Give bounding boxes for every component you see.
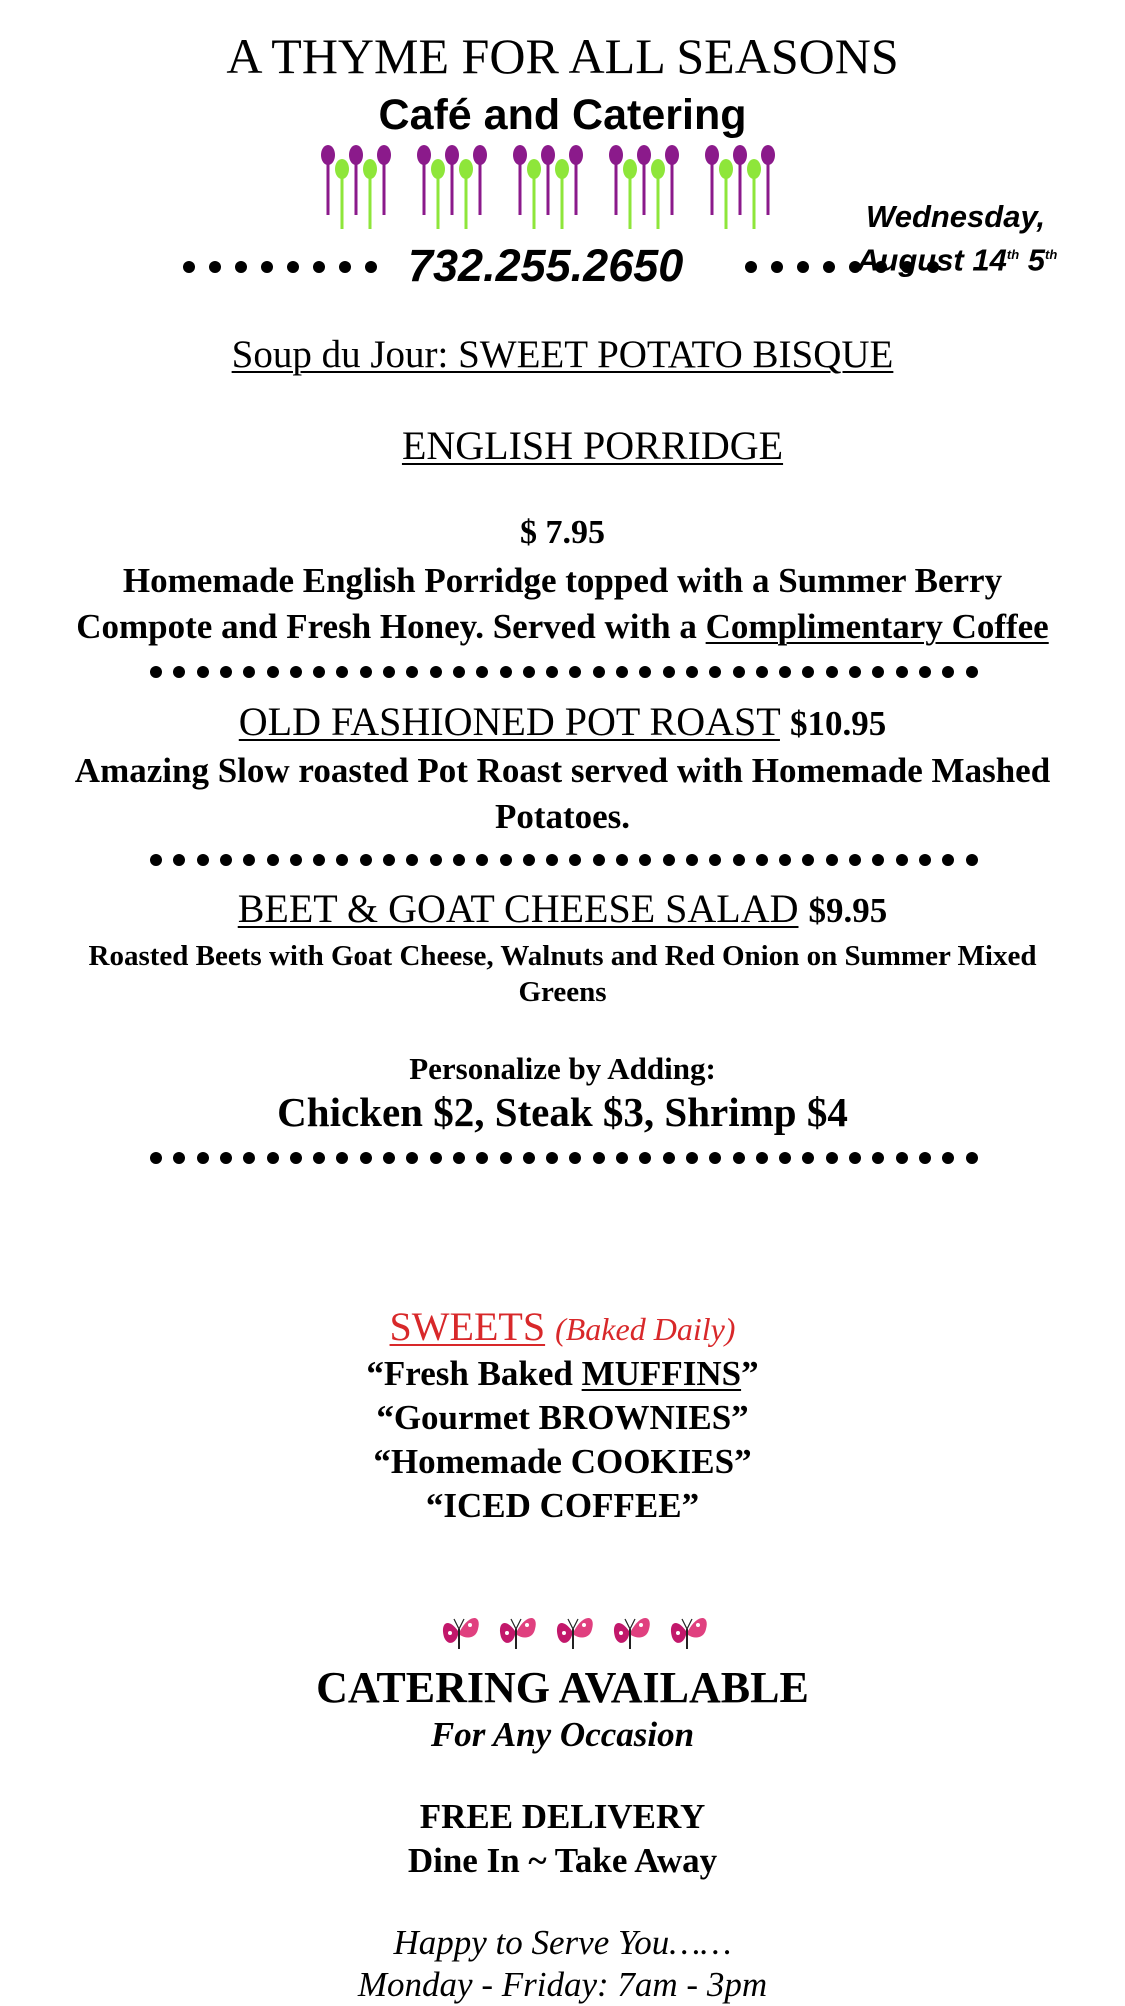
- divider-dot: [919, 854, 931, 866]
- spoon-icon: [363, 159, 377, 179]
- divider-dot: [339, 261, 351, 273]
- soup-du-jour: [0, 332, 1125, 378]
- sweets-item-text: “Fresh Baked: [366, 1354, 582, 1393]
- sweets-item-text: ”: [741, 1354, 759, 1393]
- catering-title: CATERING AVAILABLE: [316, 1663, 809, 1712]
- divider-dot: [336, 666, 348, 678]
- divider-dot: [802, 854, 814, 866]
- divider-dot: [360, 666, 372, 678]
- divider-dot: [966, 854, 978, 866]
- divider-dot: [235, 261, 247, 273]
- date-suffix: th: [1006, 247, 1020, 262]
- divider-dot: [686, 666, 698, 678]
- divider-dot: [430, 1152, 442, 1164]
- divider-dot: [360, 854, 372, 866]
- divider-dot: [267, 666, 279, 678]
- divider-dot: [500, 854, 512, 866]
- sweets-heading: [0, 1303, 1125, 1353]
- happy-to-serve: Happy to Serve You……: [393, 1923, 732, 1962]
- divider-dot: [896, 666, 908, 678]
- divider-dot: [453, 1152, 465, 1164]
- divider-dot: [243, 854, 255, 866]
- divider-dot: [173, 666, 185, 678]
- personalize-label: Personalize by Adding:: [409, 1051, 716, 1086]
- divider-dot: [896, 1152, 908, 1164]
- phone-left-dots: [183, 261, 383, 277]
- divider-dot: [709, 666, 721, 678]
- divider-dot: [336, 854, 348, 866]
- divider-dot: [663, 666, 675, 678]
- date-day-alt: 5: [1019, 242, 1045, 278]
- divider-dot: [287, 261, 299, 273]
- divider-dot: [383, 666, 395, 678]
- divider-dot: [872, 666, 884, 678]
- divider-dot: [267, 854, 279, 866]
- divider-dot: [686, 1152, 698, 1164]
- spoon-icon: [747, 159, 761, 179]
- divider-dots: [150, 1152, 980, 1168]
- divider-dot: [546, 854, 558, 866]
- divider-dot: [942, 1152, 954, 1164]
- spoon-icon: [431, 159, 445, 179]
- divider-dot: [313, 1152, 325, 1164]
- spoon-icon: [527, 159, 541, 179]
- spoon-handle: [643, 163, 646, 215]
- divider-dot: [686, 854, 698, 866]
- divider-dots: [150, 854, 980, 870]
- divider-dot: [150, 666, 162, 678]
- page-title: A THYME FOR ALL SEASONS: [226, 28, 899, 84]
- divider-dot: [197, 1152, 209, 1164]
- spoon-handle: [575, 163, 578, 215]
- item-desc-salad-1: Roasted Beets with Goat Cheese, Walnuts and Red Onion on Summer Mixed: [88, 940, 1037, 972]
- opening-hours: Monday - Friday: 7am - 3pm: [357, 1965, 768, 2004]
- divider-dot: [779, 666, 791, 678]
- divider-dot: [476, 666, 488, 678]
- item-name-text: ENGLISH PORRIDGE: [401, 423, 784, 468]
- item-desc-pot-roast-2: Potatoes.: [494, 797, 631, 836]
- divider-dot: [290, 1152, 302, 1164]
- divider-dot: [476, 854, 488, 866]
- catering-subtitle: For Any Occasion: [430, 1715, 695, 1754]
- spoon-icon: [665, 145, 679, 165]
- spoon-handle: [739, 163, 742, 215]
- date-weekday: Wednesday,: [866, 199, 1046, 234]
- divider-dot: [523, 854, 535, 866]
- divider-dots: [150, 666, 980, 682]
- sweets-item-3: “Homemade COOKIES”: [373, 1442, 752, 1481]
- divider-dot: [290, 666, 302, 678]
- divider-dot: [546, 666, 558, 678]
- divider-dot: [150, 1152, 162, 1164]
- spoon-handle: [383, 163, 386, 215]
- divider-dot: [849, 1152, 861, 1164]
- divider-dot: [802, 666, 814, 678]
- divider-dot: [313, 261, 325, 273]
- spoon-handle: [369, 177, 372, 229]
- divider-dot: [406, 854, 418, 866]
- personalize-options: Chicken $2, Steak $3, Shrimp $4: [277, 1089, 848, 1135]
- divider-dot: [745, 261, 757, 273]
- spoon-icon: [719, 159, 733, 179]
- divider-dot: [849, 666, 861, 678]
- spoon-icon: [335, 159, 349, 179]
- divider-dot: [569, 1152, 581, 1164]
- divider-dot: [220, 666, 232, 678]
- divider-dot: [569, 854, 581, 866]
- divider-dot: [523, 666, 535, 678]
- item-name-porridge: [0, 422, 1125, 470]
- item-desc-porridge-2: [0, 605, 1125, 649]
- divider-dot: [826, 854, 838, 866]
- divider-dot: [453, 854, 465, 866]
- spoon-icon: [637, 145, 651, 165]
- spoon-icon: [321, 145, 335, 165]
- spoon-handle: [533, 177, 536, 229]
- divider-dot: [523, 1152, 535, 1164]
- sweets-item-1: [0, 1352, 1125, 1396]
- divider-dot: [802, 1152, 814, 1164]
- divider-dot: [453, 666, 465, 678]
- spoon-handle: [519, 163, 522, 215]
- divider-dot: [639, 666, 651, 678]
- divider-dot: [797, 261, 809, 273]
- divider-dot: [220, 854, 232, 866]
- item-desc-text: Compote and Fresh Honey. Served with a: [76, 607, 706, 646]
- sweets-item-2: “Gourmet BROWNIES”: [376, 1398, 749, 1437]
- divider-dot: [966, 666, 978, 678]
- divider-dot: [872, 1152, 884, 1164]
- date-month-day: August 14: [857, 242, 1007, 278]
- divider-dot: [569, 666, 581, 678]
- spoon-handle: [327, 163, 330, 215]
- divider-dot: [220, 1152, 232, 1164]
- spoon-icon: [417, 145, 431, 165]
- divider-dot: [779, 1152, 791, 1164]
- divider-dot: [733, 1152, 745, 1164]
- spoon-icon: [733, 145, 747, 165]
- divider-dot: [430, 854, 442, 866]
- divider-dot: [197, 854, 209, 866]
- divider-dot: [779, 854, 791, 866]
- divider-dot: [966, 1152, 978, 1164]
- spoon-handle: [711, 163, 714, 215]
- divider-dot: [406, 666, 418, 678]
- item-heading-pot-roast: [0, 698, 1125, 748]
- spoon-icon: [761, 145, 775, 165]
- spoon-handle: [341, 177, 344, 229]
- spoon-icon: [513, 145, 527, 165]
- divider-dot: [733, 854, 745, 866]
- item-desc-porridge-1: Homemade English Porridge topped with a Summer Berry: [122, 561, 1003, 600]
- item-desc-salad-2: Greens: [518, 976, 607, 1008]
- divider-dot: [383, 1152, 395, 1164]
- item-heading-salad: [0, 885, 1125, 935]
- spoon-handle: [561, 177, 564, 229]
- divider-dot: [183, 261, 195, 273]
- divider-dot: [826, 1152, 838, 1164]
- spoon-handle: [671, 163, 674, 215]
- divider-dot: [826, 666, 838, 678]
- divider-dot: [243, 1152, 255, 1164]
- page-subtitle: Café and Catering: [378, 91, 747, 139]
- divider-dot: [593, 666, 605, 678]
- divider-dot: [872, 854, 884, 866]
- item-desc-pot-roast-1: Amazing Slow roasted Pot Roast served with Homemade Mashed: [74, 751, 1051, 790]
- muffins: MUFFINS: [581, 1354, 742, 1393]
- item-name-text: OLD FASHIONED POT ROAST: [238, 699, 780, 744]
- divider-dot: [663, 1152, 675, 1164]
- spoon-icon: [459, 159, 473, 179]
- free-delivery: FREE DELIVERY: [419, 1797, 706, 1836]
- spoon-handle: [629, 177, 632, 229]
- spoon-icon: [651, 159, 665, 179]
- divider-dot: [593, 854, 605, 866]
- divider-dot: [616, 666, 628, 678]
- spoon-handle: [767, 163, 770, 215]
- divider-dot: [942, 854, 954, 866]
- dine-take-away: Dine In ~ Take Away: [407, 1841, 718, 1880]
- divider-dot: [639, 1152, 651, 1164]
- butterfly-icon: [443, 1618, 479, 1649]
- butterfly-icon: [614, 1618, 650, 1649]
- spoon-handle: [465, 177, 468, 229]
- spoon-icon: [609, 145, 623, 165]
- spoon-handle: [437, 177, 440, 229]
- divider-dot: [209, 261, 221, 273]
- spoon-handle: [479, 163, 482, 215]
- item-name-text: BEET & GOAT CHEESE SALAD: [237, 886, 799, 931]
- divider-dot: [173, 854, 185, 866]
- butterfly-icon: [557, 1618, 593, 1649]
- spoon-handle: [355, 163, 358, 215]
- spoon-icon: [349, 145, 363, 165]
- divider-dot: [709, 1152, 721, 1164]
- divider-dot: [365, 261, 377, 273]
- spoon-icon: [555, 159, 569, 179]
- soup-label: Soup du Jour: SWEET POTATO BISQUE: [231, 333, 894, 376]
- spoon-icon: [623, 159, 637, 179]
- divider-dot: [290, 854, 302, 866]
- divider-dot: [616, 1152, 628, 1164]
- phone-number: 732.255.2650: [408, 240, 684, 291]
- spoon-icon: [377, 145, 391, 165]
- divider-dot: [919, 666, 931, 678]
- item-price-porridge: $ 7.95: [520, 514, 605, 551]
- divider-dot: [639, 854, 651, 866]
- spoon-icon: [473, 145, 487, 165]
- spoon-handle: [657, 177, 660, 229]
- spoon-handle: [615, 163, 618, 215]
- divider-dot: [919, 1152, 931, 1164]
- divider-dot: [593, 1152, 605, 1164]
- divider-dot: [383, 854, 395, 866]
- spoon-handle: [547, 163, 550, 215]
- divider-dot: [313, 854, 325, 866]
- divider-dot: [663, 854, 675, 866]
- divider-dot: [267, 1152, 279, 1164]
- spoon-handle: [423, 163, 426, 215]
- complimentary-coffee: Complimentary Coffee: [705, 607, 1049, 646]
- divider-dot: [823, 261, 835, 273]
- spoons-icon: [320, 143, 790, 233]
- divider-dot: [756, 1152, 768, 1164]
- divider-dot: [173, 1152, 185, 1164]
- spoon-handle: [451, 163, 454, 215]
- divider-dot: [756, 854, 768, 866]
- spoon-icon: [445, 145, 459, 165]
- divider-dot: [313, 666, 325, 678]
- divider-dot: [709, 854, 721, 866]
- divider-dot: [849, 854, 861, 866]
- spoon-handle: [753, 177, 756, 229]
- divider-dot: [197, 666, 209, 678]
- divider-dot: [500, 666, 512, 678]
- divider-dot: [406, 1152, 418, 1164]
- divider-dot: [942, 666, 954, 678]
- divider-dot: [771, 261, 783, 273]
- date-day: [857, 236, 1057, 279]
- butterfly-icon: [500, 1618, 536, 1649]
- sweets-title: SWEETS: [389, 1304, 546, 1349]
- divider-dot: [546, 1152, 558, 1164]
- item-price: $9.95: [808, 891, 888, 930]
- divider-dot: [336, 1152, 348, 1164]
- divider-dot: [150, 854, 162, 866]
- divider-dot: [896, 854, 908, 866]
- sweets-item-4: “ICED COFFEE”: [425, 1486, 700, 1525]
- divider-dot: [261, 261, 273, 273]
- divider-dot: [430, 666, 442, 678]
- item-price: $10.95: [789, 704, 887, 743]
- spoon-handle: [725, 177, 728, 229]
- divider-dot: [733, 666, 745, 678]
- divider-dot: [243, 666, 255, 678]
- butterfly-icon: [671, 1618, 707, 1649]
- divider-dot: [500, 1152, 512, 1164]
- divider-dot: [756, 666, 768, 678]
- date-suffix-alt: th: [1045, 247, 1058, 262]
- sweets-subtitle: (Baked Daily): [555, 1311, 736, 1347]
- spoon-icon: [705, 145, 719, 165]
- butterfly-row: [430, 1605, 710, 1655]
- divider-dot: [476, 1152, 488, 1164]
- spoon-icon: [541, 145, 555, 165]
- divider-dot: [360, 1152, 372, 1164]
- divider-dot: [616, 854, 628, 866]
- spoon-icon: [569, 145, 583, 165]
